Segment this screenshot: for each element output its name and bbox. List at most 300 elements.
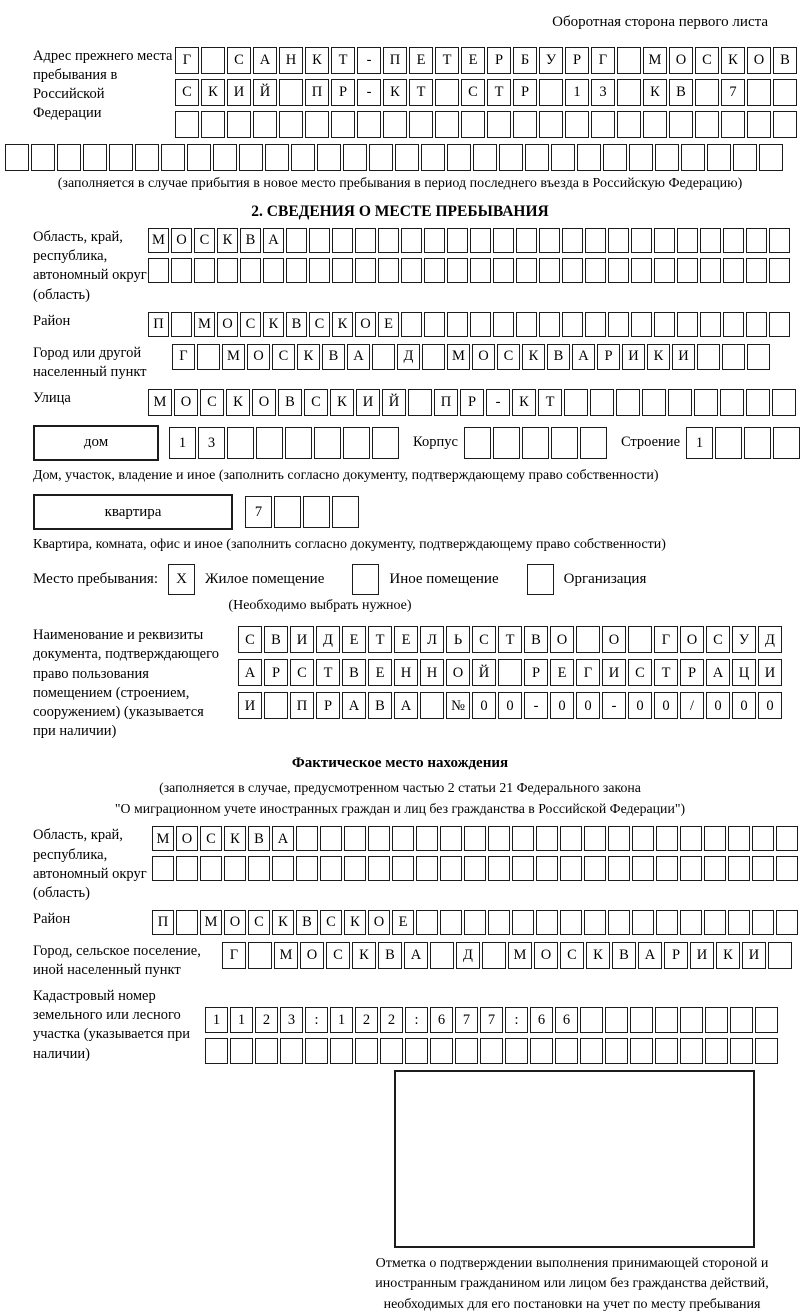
- checkbox-zhiloe[interactable]: X: [168, 564, 195, 595]
- char-cell[interactable]: [759, 144, 783, 171]
- char-cell[interactable]: Т: [368, 626, 392, 653]
- char-cell[interactable]: [227, 111, 251, 138]
- char-cell[interactable]: [464, 427, 491, 459]
- char-cell[interactable]: [773, 111, 797, 138]
- char-cell[interactable]: Р: [513, 79, 537, 106]
- char-cell[interactable]: [776, 910, 798, 935]
- char-cell[interactable]: 0: [576, 692, 600, 719]
- char-cell[interactable]: [642, 389, 666, 416]
- char-cell[interactable]: [355, 258, 376, 283]
- char-cell[interactable]: [608, 910, 630, 935]
- char-cell[interactable]: [565, 111, 589, 138]
- char-cell[interactable]: 0: [472, 692, 496, 719]
- char-cell[interactable]: И: [622, 344, 645, 370]
- char-cell[interactable]: К: [647, 344, 670, 370]
- char-cell[interactable]: [343, 427, 370, 459]
- char-cell[interactable]: [576, 626, 600, 653]
- char-cell[interactable]: С: [200, 826, 222, 851]
- char-cell[interactable]: [752, 826, 774, 851]
- char-cell[interactable]: Р: [524, 659, 548, 686]
- char-cell[interactable]: С: [461, 79, 485, 106]
- char-cell[interactable]: -: [357, 47, 381, 74]
- char-cell[interactable]: [564, 389, 588, 416]
- char-cell[interactable]: В: [278, 389, 302, 416]
- char-cell[interactable]: [603, 144, 627, 171]
- char-cell[interactable]: [539, 312, 560, 337]
- char-cell[interactable]: [752, 910, 774, 935]
- char-cell[interactable]: К: [217, 228, 238, 253]
- char-cell[interactable]: [368, 826, 390, 851]
- char-cell[interactable]: [755, 1007, 778, 1033]
- char-cell[interactable]: [755, 1038, 778, 1064]
- char-cell[interactable]: [194, 258, 215, 283]
- char-cell[interactable]: О: [446, 659, 470, 686]
- char-cell[interactable]: [378, 258, 399, 283]
- char-cell[interactable]: [769, 258, 790, 283]
- char-cell[interactable]: Т: [654, 659, 678, 686]
- char-cell[interactable]: 1: [230, 1007, 253, 1033]
- char-cell[interactable]: А: [572, 344, 595, 370]
- char-cell[interactable]: О: [534, 942, 558, 969]
- char-cell[interactable]: [314, 427, 341, 459]
- char-cell[interactable]: [700, 258, 721, 283]
- char-cell[interactable]: О: [300, 942, 324, 969]
- char-cell[interactable]: И: [758, 659, 782, 686]
- char-cell[interactable]: [654, 228, 675, 253]
- char-cell[interactable]: [577, 144, 601, 171]
- char-cell[interactable]: М: [447, 344, 470, 370]
- char-cell[interactable]: [279, 111, 303, 138]
- char-cell[interactable]: [505, 1038, 528, 1064]
- char-cell[interactable]: О: [252, 389, 276, 416]
- char-cell[interactable]: К: [330, 389, 354, 416]
- char-cell[interactable]: М: [222, 344, 245, 370]
- char-cell[interactable]: [773, 79, 797, 106]
- char-cell[interactable]: Й: [472, 659, 496, 686]
- char-cell[interactable]: П: [290, 692, 314, 719]
- char-cell[interactable]: Е: [392, 910, 414, 935]
- char-cell[interactable]: О: [472, 344, 495, 370]
- char-cell[interactable]: [447, 312, 468, 337]
- char-cell[interactable]: [148, 258, 169, 283]
- char-cell[interactable]: [296, 856, 318, 881]
- char-cell[interactable]: Г: [175, 47, 199, 74]
- char-cell[interactable]: П: [434, 389, 458, 416]
- char-cell[interactable]: М: [194, 312, 215, 337]
- char-cell[interactable]: [296, 826, 318, 851]
- char-cell[interactable]: [695, 111, 719, 138]
- char-cell[interactable]: А: [394, 692, 418, 719]
- char-cell[interactable]: [733, 144, 757, 171]
- char-cell[interactable]: Д: [397, 344, 420, 370]
- char-cell[interactable]: [372, 427, 399, 459]
- char-cell[interactable]: [430, 942, 454, 969]
- char-cell[interactable]: [253, 111, 277, 138]
- char-cell[interactable]: [630, 1038, 653, 1064]
- char-cell[interactable]: [769, 312, 790, 337]
- char-cell[interactable]: [344, 826, 366, 851]
- char-cell[interactable]: И: [742, 942, 766, 969]
- char-cell[interactable]: [401, 228, 422, 253]
- char-cell[interactable]: [265, 144, 289, 171]
- char-cell[interactable]: [201, 47, 225, 74]
- char-cell[interactable]: [700, 228, 721, 253]
- char-cell[interactable]: И: [602, 659, 626, 686]
- char-cell[interactable]: Г: [576, 659, 600, 686]
- char-cell[interactable]: О: [669, 47, 693, 74]
- char-cell[interactable]: И: [356, 389, 380, 416]
- char-cell[interactable]: [656, 826, 678, 851]
- char-cell[interactable]: [320, 826, 342, 851]
- char-cell[interactable]: А: [404, 942, 428, 969]
- char-cell[interactable]: [655, 144, 679, 171]
- char-cell[interactable]: В: [524, 626, 548, 653]
- char-cell[interactable]: [263, 258, 284, 283]
- char-cell[interactable]: В: [264, 626, 288, 653]
- char-cell[interactable]: [539, 228, 560, 253]
- char-cell[interactable]: К: [512, 389, 536, 416]
- char-cell[interactable]: [416, 856, 438, 881]
- char-cell[interactable]: М: [152, 826, 174, 851]
- char-cell[interactable]: [291, 144, 315, 171]
- char-cell[interactable]: [332, 228, 353, 253]
- char-cell[interactable]: С: [227, 47, 251, 74]
- char-cell[interactable]: М: [148, 228, 169, 253]
- char-cell[interactable]: 1: [205, 1007, 228, 1033]
- char-cell[interactable]: С: [272, 344, 295, 370]
- char-cell[interactable]: Е: [378, 312, 399, 337]
- char-cell[interactable]: Г: [654, 626, 678, 653]
- char-cell[interactable]: [704, 826, 726, 851]
- char-cell[interactable]: [383, 111, 407, 138]
- char-cell[interactable]: Й: [382, 389, 406, 416]
- char-cell[interactable]: [580, 1007, 603, 1033]
- char-cell[interactable]: [57, 144, 81, 171]
- char-cell[interactable]: Е: [409, 47, 433, 74]
- char-cell[interactable]: [405, 1038, 428, 1064]
- char-cell[interactable]: [631, 312, 652, 337]
- char-cell[interactable]: К: [201, 79, 225, 106]
- char-cell[interactable]: [562, 258, 583, 283]
- char-cell[interactable]: [482, 942, 506, 969]
- char-cell[interactable]: [401, 312, 422, 337]
- char-cell[interactable]: [230, 1038, 253, 1064]
- char-cell[interactable]: С: [200, 389, 224, 416]
- char-cell[interactable]: [461, 111, 485, 138]
- char-cell[interactable]: 0: [706, 692, 730, 719]
- char-cell[interactable]: [631, 258, 652, 283]
- char-cell[interactable]: 1: [169, 427, 196, 459]
- char-cell[interactable]: А: [263, 228, 284, 253]
- char-cell[interactable]: [746, 312, 767, 337]
- char-cell[interactable]: [286, 258, 307, 283]
- char-cell[interactable]: [470, 312, 491, 337]
- char-cell[interactable]: 2: [255, 1007, 278, 1033]
- char-cell[interactable]: А: [272, 826, 294, 851]
- char-cell[interactable]: [512, 826, 534, 851]
- char-cell[interactable]: [248, 856, 270, 881]
- char-cell[interactable]: Д: [456, 942, 480, 969]
- char-cell[interactable]: С: [309, 312, 330, 337]
- char-cell[interactable]: Г: [222, 942, 246, 969]
- char-cell[interactable]: С: [628, 659, 652, 686]
- char-cell[interactable]: В: [368, 692, 392, 719]
- char-cell[interactable]: 3: [198, 427, 225, 459]
- char-cell[interactable]: [435, 79, 459, 106]
- char-cell[interactable]: Н: [279, 47, 303, 74]
- char-cell[interactable]: [239, 144, 263, 171]
- char-cell[interactable]: [728, 856, 750, 881]
- char-cell[interactable]: [255, 1038, 278, 1064]
- char-cell[interactable]: У: [732, 626, 756, 653]
- char-cell[interactable]: П: [148, 312, 169, 337]
- char-cell[interactable]: Е: [461, 47, 485, 74]
- char-cell[interactable]: [768, 942, 792, 969]
- char-cell[interactable]: [317, 144, 341, 171]
- char-cell[interactable]: [680, 1038, 703, 1064]
- char-cell[interactable]: О: [176, 826, 198, 851]
- char-cell[interactable]: [408, 389, 432, 416]
- char-cell[interactable]: [585, 258, 606, 283]
- char-cell[interactable]: 1: [686, 427, 713, 459]
- char-cell[interactable]: [493, 258, 514, 283]
- char-cell[interactable]: [654, 258, 675, 283]
- char-cell[interactable]: А: [238, 659, 262, 686]
- char-cell[interactable]: [705, 1007, 728, 1033]
- char-cell[interactable]: И: [690, 942, 714, 969]
- char-cell[interactable]: [303, 496, 330, 528]
- char-cell[interactable]: И: [238, 692, 262, 719]
- char-cell[interactable]: С: [304, 389, 328, 416]
- char-cell[interactable]: [608, 258, 629, 283]
- char-cell[interactable]: [227, 427, 254, 459]
- char-cell[interactable]: [655, 1007, 678, 1033]
- char-cell[interactable]: [197, 344, 220, 370]
- char-cell[interactable]: [435, 111, 459, 138]
- char-cell[interactable]: [392, 856, 414, 881]
- char-cell[interactable]: 7: [480, 1007, 503, 1033]
- char-cell[interactable]: [769, 228, 790, 253]
- char-cell[interactable]: [536, 826, 558, 851]
- char-cell[interactable]: Й: [253, 79, 277, 106]
- char-cell[interactable]: [187, 144, 211, 171]
- char-cell[interactable]: В: [378, 942, 402, 969]
- char-cell[interactable]: Т: [316, 659, 340, 686]
- char-cell[interactable]: 0: [550, 692, 574, 719]
- char-cell[interactable]: [109, 144, 133, 171]
- dom-box[interactable]: дом: [33, 425, 159, 461]
- char-cell[interactable]: [536, 910, 558, 935]
- checkbox-inoe[interactable]: [352, 564, 379, 595]
- char-cell[interactable]: И: [290, 626, 314, 653]
- char-cell[interactable]: [677, 312, 698, 337]
- char-cell[interactable]: Р: [331, 79, 355, 106]
- char-cell[interactable]: О: [680, 626, 704, 653]
- char-cell[interactable]: [539, 258, 560, 283]
- char-cell[interactable]: -: [524, 692, 548, 719]
- char-cell[interactable]: Е: [550, 659, 574, 686]
- char-cell[interactable]: [728, 826, 750, 851]
- char-cell[interactable]: [584, 856, 606, 881]
- char-cell[interactable]: С: [326, 942, 350, 969]
- char-cell[interactable]: [152, 856, 174, 881]
- char-cell[interactable]: М: [643, 47, 667, 74]
- char-cell[interactable]: [632, 910, 654, 935]
- char-cell[interactable]: [176, 856, 198, 881]
- char-cell[interactable]: [608, 856, 630, 881]
- char-cell[interactable]: 0: [758, 692, 782, 719]
- char-cell[interactable]: Т: [435, 47, 459, 74]
- char-cell[interactable]: [286, 228, 307, 253]
- char-cell[interactable]: В: [240, 228, 261, 253]
- char-cell[interactable]: [616, 389, 640, 416]
- char-cell[interactable]: [516, 228, 537, 253]
- char-cell[interactable]: [585, 228, 606, 253]
- char-cell[interactable]: [369, 144, 393, 171]
- char-cell[interactable]: [677, 258, 698, 283]
- char-cell[interactable]: [752, 856, 774, 881]
- char-cell[interactable]: Р: [664, 942, 688, 969]
- char-cell[interactable]: [355, 228, 376, 253]
- char-cell[interactable]: [424, 258, 445, 283]
- char-cell[interactable]: [473, 144, 497, 171]
- char-cell[interactable]: [608, 228, 629, 253]
- char-cell[interactable]: [680, 826, 702, 851]
- char-cell[interactable]: [695, 79, 719, 106]
- char-cell[interactable]: [488, 856, 510, 881]
- char-cell[interactable]: Т: [487, 79, 511, 106]
- char-cell[interactable]: К: [643, 79, 667, 106]
- char-cell[interactable]: В: [612, 942, 636, 969]
- char-cell[interactable]: [447, 144, 471, 171]
- char-cell[interactable]: [746, 228, 767, 253]
- char-cell[interactable]: [772, 389, 796, 416]
- char-cell[interactable]: [723, 228, 744, 253]
- char-cell[interactable]: П: [305, 79, 329, 106]
- char-cell[interactable]: /: [680, 692, 704, 719]
- char-cell[interactable]: О: [747, 47, 771, 74]
- char-cell[interactable]: [200, 856, 222, 881]
- char-cell[interactable]: [551, 427, 578, 459]
- char-cell[interactable]: [280, 1038, 303, 1064]
- char-cell[interactable]: О: [174, 389, 198, 416]
- char-cell[interactable]: [420, 692, 444, 719]
- char-cell[interactable]: Ь: [446, 626, 470, 653]
- char-cell[interactable]: [424, 312, 445, 337]
- char-cell[interactable]: 6: [530, 1007, 553, 1033]
- char-cell[interactable]: [560, 910, 582, 935]
- char-cell[interactable]: Т: [409, 79, 433, 106]
- char-cell[interactable]: К: [224, 826, 246, 851]
- char-cell[interactable]: [424, 228, 445, 253]
- char-cell[interactable]: А: [342, 692, 366, 719]
- char-cell[interactable]: [530, 1038, 553, 1064]
- kvartira-box[interactable]: квартира: [33, 494, 233, 530]
- char-cell[interactable]: [728, 910, 750, 935]
- char-cell[interactable]: [378, 228, 399, 253]
- checkbox-organizatsiya[interactable]: [527, 564, 554, 595]
- char-cell[interactable]: [357, 111, 381, 138]
- char-cell[interactable]: [730, 1007, 753, 1033]
- char-cell[interactable]: Л: [420, 626, 444, 653]
- char-cell[interactable]: [372, 344, 395, 370]
- char-cell[interactable]: Р: [264, 659, 288, 686]
- char-cell[interactable]: Е: [342, 626, 366, 653]
- char-cell[interactable]: О: [550, 626, 574, 653]
- char-cell[interactable]: [368, 856, 390, 881]
- char-cell[interactable]: [746, 389, 770, 416]
- char-cell[interactable]: [392, 826, 414, 851]
- char-cell[interactable]: [730, 1038, 753, 1064]
- char-cell[interactable]: [416, 826, 438, 851]
- char-cell[interactable]: Г: [591, 47, 615, 74]
- char-cell[interactable]: [680, 1007, 703, 1033]
- char-cell[interactable]: [697, 344, 720, 370]
- char-cell[interactable]: [560, 826, 582, 851]
- char-cell[interactable]: Н: [420, 659, 444, 686]
- char-cell[interactable]: С: [472, 626, 496, 653]
- char-cell[interactable]: [171, 258, 192, 283]
- char-cell[interactable]: [447, 228, 468, 253]
- char-cell[interactable]: [470, 258, 491, 283]
- char-cell[interactable]: [525, 144, 549, 171]
- char-cell[interactable]: [723, 312, 744, 337]
- char-cell[interactable]: Т: [498, 626, 522, 653]
- char-cell[interactable]: [522, 427, 549, 459]
- char-cell[interactable]: [560, 856, 582, 881]
- char-cell[interactable]: 3: [280, 1007, 303, 1033]
- char-cell[interactable]: [747, 79, 771, 106]
- char-cell[interactable]: [632, 856, 654, 881]
- char-cell[interactable]: М: [274, 942, 298, 969]
- char-cell[interactable]: В: [547, 344, 570, 370]
- char-cell[interactable]: [498, 659, 522, 686]
- char-cell[interactable]: [279, 79, 303, 106]
- char-cell[interactable]: [401, 258, 422, 283]
- char-cell[interactable]: [516, 312, 537, 337]
- char-cell[interactable]: [715, 427, 742, 459]
- char-cell[interactable]: [248, 942, 272, 969]
- char-cell[interactable]: Т: [538, 389, 562, 416]
- char-cell[interactable]: 0: [732, 692, 756, 719]
- char-cell[interactable]: [470, 228, 491, 253]
- char-cell[interactable]: [720, 389, 744, 416]
- char-cell[interactable]: В: [286, 312, 307, 337]
- char-cell[interactable]: [488, 826, 510, 851]
- char-cell[interactable]: С: [320, 910, 342, 935]
- char-cell[interactable]: 0: [498, 692, 522, 719]
- char-cell[interactable]: [487, 111, 511, 138]
- char-cell[interactable]: 1: [330, 1007, 353, 1033]
- char-cell[interactable]: О: [224, 910, 246, 935]
- char-cell[interactable]: [773, 427, 800, 459]
- char-cell[interactable]: [551, 144, 575, 171]
- char-cell[interactable]: Р: [597, 344, 620, 370]
- char-cell[interactable]: [723, 258, 744, 283]
- char-cell[interactable]: [617, 79, 641, 106]
- char-cell[interactable]: [332, 258, 353, 283]
- char-cell[interactable]: [555, 1038, 578, 1064]
- char-cell[interactable]: С: [560, 942, 584, 969]
- char-cell[interactable]: О: [602, 626, 626, 653]
- char-cell[interactable]: [680, 856, 702, 881]
- char-cell[interactable]: [680, 910, 702, 935]
- char-cell[interactable]: С: [194, 228, 215, 253]
- char-cell[interactable]: [681, 144, 705, 171]
- char-cell[interactable]: [776, 856, 798, 881]
- char-cell[interactable]: [580, 1038, 603, 1064]
- char-cell[interactable]: В: [248, 826, 270, 851]
